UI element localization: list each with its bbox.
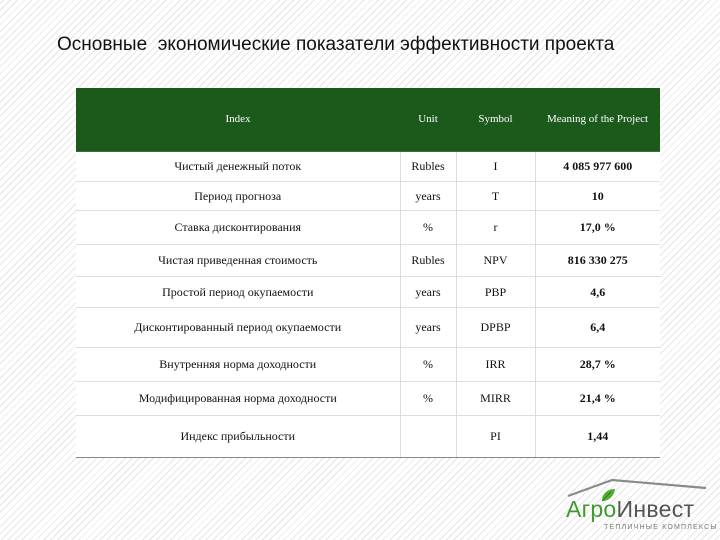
row-symbol: NPV: [456, 245, 535, 277]
row-symbol: T: [456, 182, 535, 211]
header-index: Index: [76, 88, 400, 152]
table-row: [76, 382, 660, 416]
header-meaning: Meaning of the Project: [535, 88, 660, 152]
row-symbol: PI: [456, 416, 535, 458]
table-row: [76, 416, 660, 458]
logo-wordmark: [566, 496, 694, 523]
row-symbol: r: [456, 211, 535, 245]
page-title: Основные экономические показатели эффективности проекта: [57, 34, 615, 55]
row-index: Дисконтированный период окупаемости: [76, 308, 400, 348]
row-index: Чистая приведенная стоимость: [76, 245, 400, 277]
table-row: [76, 211, 660, 245]
logo-subtitle: ТЕПЛИЧНЫЕ КОМПЛЕКСЫ: [604, 524, 718, 531]
logo-invest: Инвест: [616, 496, 695, 522]
row-value: 6,4: [535, 308, 660, 348]
company-logo: [562, 476, 718, 536]
row-unit: years: [400, 277, 456, 308]
table-header: [76, 88, 660, 152]
row-unit: %: [400, 348, 456, 382]
row-value: 17,0 %: [535, 211, 660, 245]
row-index: Простой период окупаемости: [76, 277, 400, 308]
table-body: [76, 152, 660, 458]
row-index: Период прогноза: [76, 182, 400, 211]
table-row: [76, 308, 660, 348]
row-value: 816 330 275: [535, 245, 660, 277]
row-unit: Rubles: [400, 152, 456, 182]
indicators-table-container: [76, 88, 660, 458]
table-row: [76, 182, 660, 211]
row-unit: [400, 416, 456, 458]
table-row: [76, 152, 660, 182]
row-unit: %: [400, 211, 456, 245]
row-value: 10: [535, 182, 660, 211]
table-header-row: [76, 88, 660, 152]
logo-agro: Агро: [566, 496, 617, 522]
table-row: [76, 277, 660, 308]
row-unit: years: [400, 308, 456, 348]
row-unit: %: [400, 382, 456, 416]
table-row: [76, 245, 660, 277]
row-value: 1,44: [535, 416, 660, 458]
row-unit: years: [400, 182, 456, 211]
row-value: 21,4 %: [535, 382, 660, 416]
table-row: [76, 348, 660, 382]
row-symbol: I: [456, 152, 535, 182]
row-symbol: DPBP: [456, 308, 535, 348]
indicators-table: [76, 88, 660, 458]
row-index: Модифицированная норма доходности: [76, 382, 400, 416]
row-value: 4 085 977 600: [535, 152, 660, 182]
row-symbol: IRR: [456, 348, 535, 382]
greenhouse-roof-icon: [564, 476, 710, 498]
row-value: 4,6: [535, 277, 660, 308]
row-index: Ставка дисконтирования: [76, 211, 400, 245]
row-symbol: PBP: [456, 277, 535, 308]
header-unit: Unit: [400, 88, 456, 152]
header-symbol: Symbol: [456, 88, 535, 152]
row-unit: Rubles: [400, 245, 456, 277]
row-index: Индекс прибыльности: [76, 416, 400, 458]
row-index: Внутренняя норма доходности: [76, 348, 400, 382]
row-value: 28,7 %: [535, 348, 660, 382]
row-symbol: MIRR: [456, 382, 535, 416]
row-index: Чистый денежный поток: [76, 152, 400, 182]
